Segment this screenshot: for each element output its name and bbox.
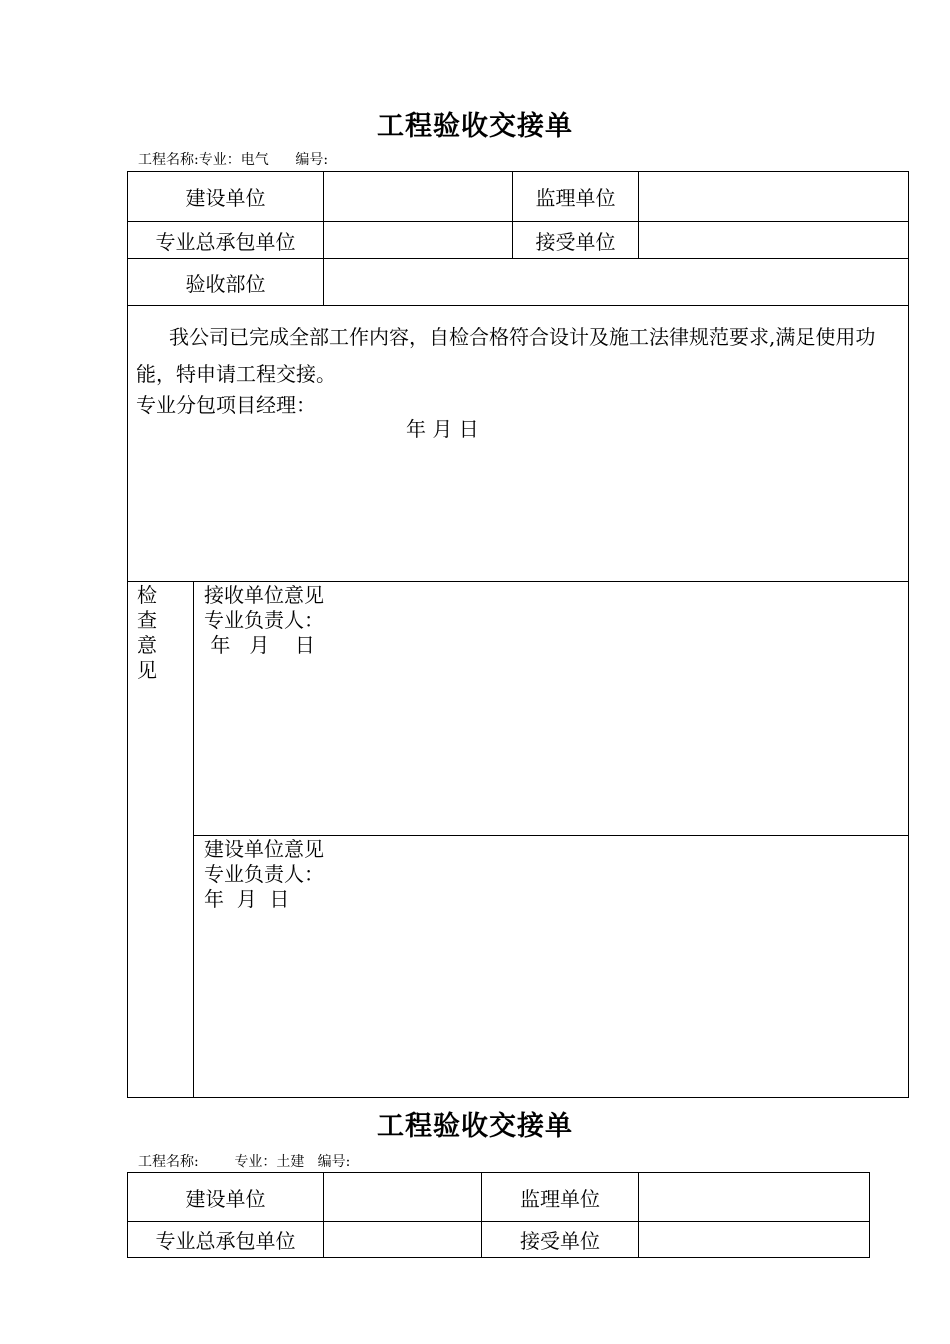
form1-acceptance-part-label: 验收部位: [128, 259, 324, 306]
form1-manager-label: 专业分包项目经理：: [136, 393, 316, 417]
form2-receiving-unit-field[interactable]: [639, 1222, 870, 1258]
form2-header-line: 工程名称: 专业：土建 编号:: [138, 1154, 351, 1170]
form1-supervision-unit-field[interactable]: [639, 172, 909, 222]
form2-construction-unit-label: 建设单位: [128, 1173, 324, 1222]
form1-statement-cell: [128, 306, 909, 582]
form2-supervision-unit-field[interactable]: [639, 1173, 870, 1222]
form2-general-contractor-label: 专业总承包单位: [128, 1222, 324, 1258]
form2-general-contractor-field[interactable]: [324, 1222, 482, 1258]
form1-receiver-opinion-cell[interactable]: [194, 582, 909, 836]
form2-title: 工程验收交接单: [377, 1111, 573, 1142]
form2-table: [127, 1172, 870, 1258]
form2-construction-unit-field[interactable]: [324, 1173, 482, 1222]
form1-general-contractor-field[interactable]: [324, 222, 513, 259]
form1-statement-date: 年 月 日: [406, 417, 479, 441]
form1-inspection-side-label: 检 查 意 见: [128, 582, 194, 1098]
form1-receiver-person-label: 专业负责人：: [204, 608, 324, 632]
form1-supervision-unit-label: 监理单位: [513, 172, 639, 222]
form1-receiver-opinion-title: 接收单位意见: [204, 583, 324, 607]
form2-receiving-unit-label: 接受单位: [482, 1222, 639, 1258]
form1-construction-unit-field[interactable]: [324, 172, 513, 222]
form1-title: 工程验收交接单: [377, 111, 573, 142]
form1-owner-opinion-title: 建设单位意见: [204, 837, 324, 861]
form1-receiving-unit-label: 接受单位: [513, 222, 639, 259]
form1-construction-unit-label: 建设单位: [128, 172, 324, 222]
form1-receiver-date: 年 月 日: [204, 633, 315, 657]
form1-general-contractor-label: 专业总承包单位: [128, 222, 324, 259]
form1-header-line: 工程名称:专业：电气 编号:: [138, 152, 329, 168]
form1-owner-person-label: 专业负责人：: [204, 862, 324, 886]
form2-supervision-unit-label: 监理单位: [482, 1173, 639, 1222]
form1-acceptance-part-field[interactable]: [324, 259, 909, 306]
form1-owner-opinion-cell[interactable]: [194, 836, 909, 1098]
form1-statement-text: 我公司已完成全部工作内容，自检合格符合设计及施工法律规范要求,满足使用功能，特申请工程交接。: [136, 325, 876, 386]
form1-owner-date: 年 月 日: [204, 887, 290, 911]
form1-receiving-unit-field[interactable]: [639, 222, 909, 259]
form1-table: [127, 171, 909, 1098]
